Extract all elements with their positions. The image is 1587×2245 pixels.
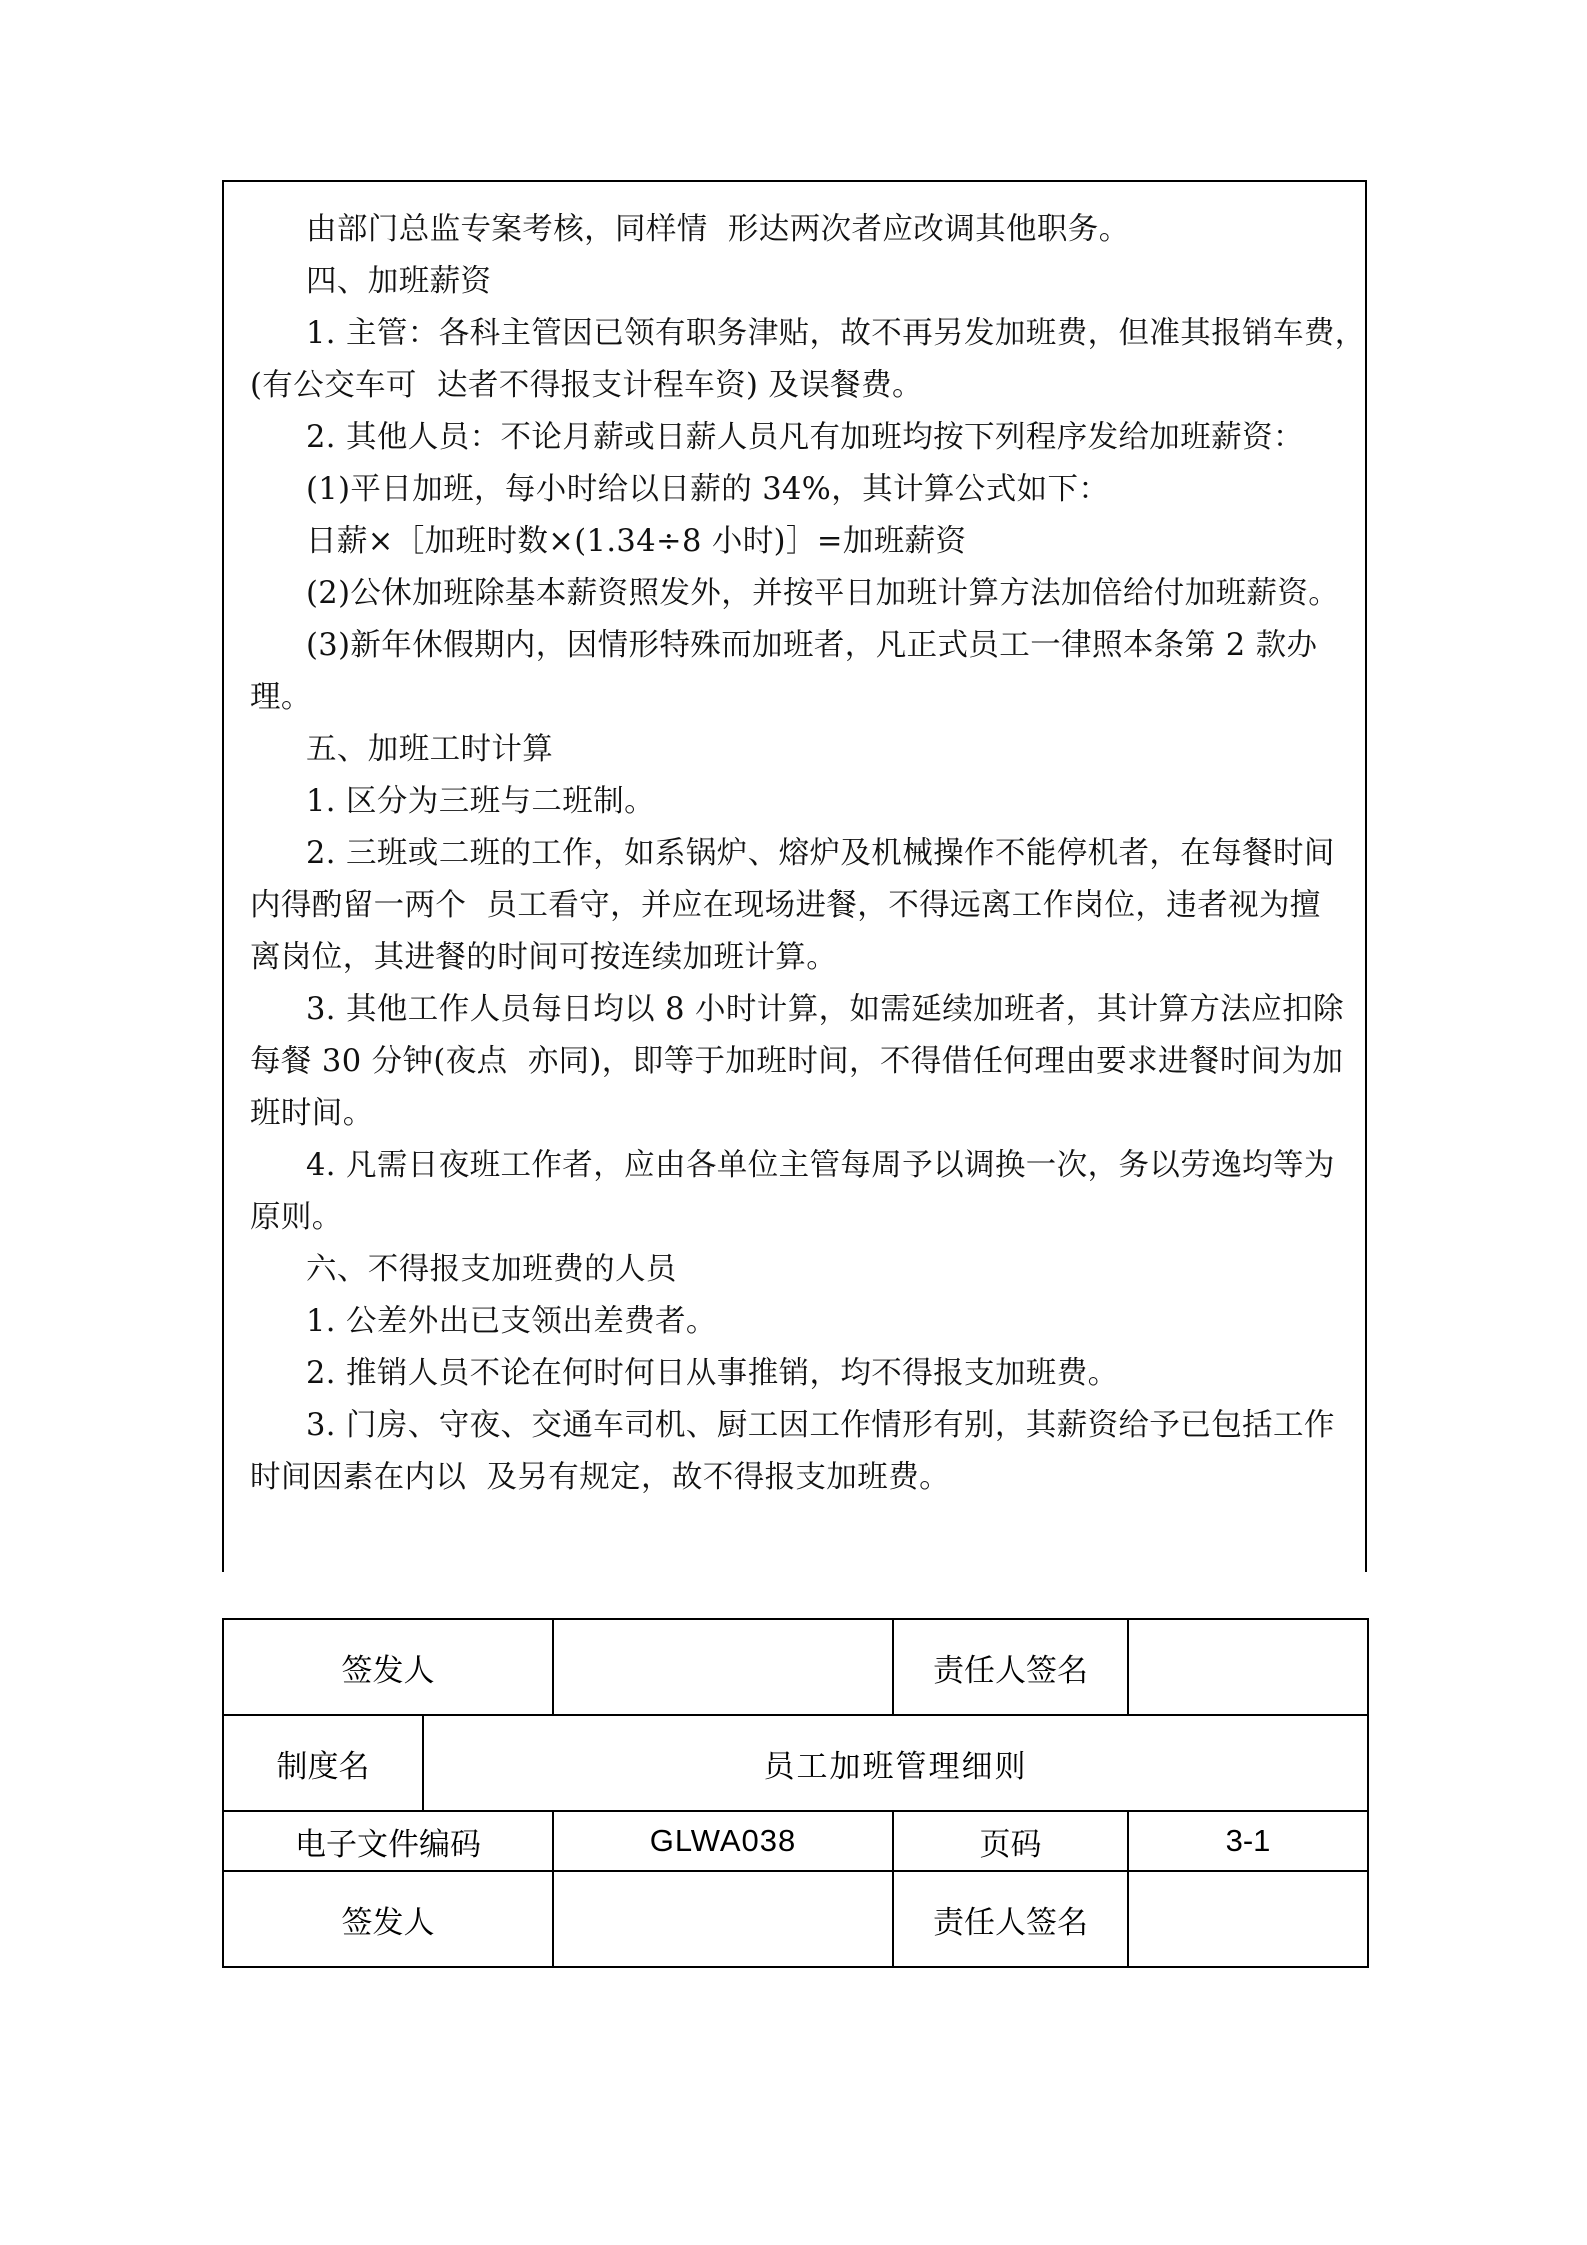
- footer-label-system-name: 制度名: [223, 1715, 423, 1811]
- footer-label-responsible-bottom: 责任人签名: [893, 1871, 1128, 1967]
- body-line: (2)公休加班除基本薪资照发外，并按平日加班计算方法加倍给付加班薪资。: [306, 576, 1340, 611]
- body-line: 2. 其他人员：不论月薪或日薪人员凡有加班均按下列程序发给加班薪资：: [306, 420, 1304, 455]
- document-body-text: [224, 182, 1365, 1572]
- body-line: 离岗位，其进餐的时间可按连续加班计算。: [250, 940, 838, 975]
- body-line: 五、加班工时计算: [306, 732, 554, 767]
- body-line: 3. 门房、守夜、交通车司机、厨工因工作情形有别，其薪资给予已包括工作: [306, 1408, 1335, 1443]
- table-row-system-name: [223, 1715, 1368, 1811]
- footer-label-issuer-top: 签发人: [223, 1619, 553, 1715]
- document-footer-table: [222, 1618, 1369, 1968]
- table-row-code: [223, 1811, 1368, 1871]
- footer-value-page-number: 3-1: [1128, 1811, 1368, 1871]
- body-line: (有公交车可 达者不得报支计程车资) 及误餐费。: [250, 368, 923, 403]
- body-line: 1. 公差外出已支领出差费者。: [306, 1304, 717, 1339]
- footer-label-responsible-top: 责任人签名: [893, 1619, 1128, 1715]
- body-line: 时间因素在内以 及另有规定，故不得报支加班费。: [250, 1460, 950, 1495]
- footer-value-responsible-top[interactable]: [1128, 1619, 1368, 1715]
- document-body-frame: [222, 180, 1367, 1572]
- body-line: (1)平日加班，每小时给以日薪的 34%，其计算公式如下：: [306, 472, 1110, 507]
- body-line: 4. 凡需日夜班工作者，应由各单位主管每周予以调换一次，务以劳逸均等为: [306, 1148, 1335, 1183]
- footer-value-issuer-bottom[interactable]: [553, 1871, 893, 1967]
- footer-value-issuer-top[interactable]: [553, 1619, 893, 1715]
- body-line: 2. 三班或二班的工作，如系锅炉、熔炉及机械操作不能停机者，在每餐时间: [306, 836, 1335, 871]
- body-line: 原则。: [250, 1200, 343, 1235]
- footer-label-file-code: 电子文件编码: [223, 1811, 553, 1871]
- body-line: 日薪×［加班时数×(1.34÷8 小时)］=加班薪资: [306, 524, 967, 559]
- body-line: 班时间。: [250, 1096, 374, 1131]
- footer-value-responsible-bottom[interactable]: [1128, 1871, 1368, 1967]
- body-line: 由部门总监专案考核，同样情 形达两次者应改调其他职务。: [306, 212, 1130, 247]
- table-row-issuer-bottom: [223, 1871, 1368, 1967]
- footer-label-page-number: 页码: [893, 1811, 1128, 1871]
- footer-value-system-name: 员工加班管理细则: [423, 1715, 1368, 1811]
- body-line: (3)新年休假期内，因情形特殊而加班者，凡正式员工一律照本条第 2 款办: [306, 628, 1318, 663]
- body-line: 1. 区分为三班与二班制。: [306, 784, 655, 819]
- body-line: 内得酌留一两个 员工看守，并应在现场进餐，不得远离工作岗位，违者视为擅: [250, 888, 1321, 923]
- table-row-issuer-top: [223, 1619, 1368, 1715]
- body-line: 四、加班薪资: [306, 264, 492, 299]
- footer-value-file-code: GLWA038: [553, 1811, 893, 1871]
- body-line: 3. 其他工作人员每日均以 8 小时计算，如需延续加班者，其计算方法应扣除: [306, 992, 1344, 1027]
- body-line: 六、不得报支加班费的人员: [306, 1252, 677, 1287]
- footer-label-issuer-bottom: 签发人: [223, 1871, 553, 1967]
- body-line: 1. 主管：各科主管因已领有职务津贴，故不再另发加班费，但准其报销车费，: [306, 316, 1366, 351]
- body-line: 理。: [250, 680, 312, 715]
- body-line: 每餐 30 分钟(夜点 亦同)，即等于加班时间，不得借任何理由要求进餐时间为加: [250, 1044, 1344, 1079]
- body-line: 2. 推销人员不论在何时何日从事推销，均不得报支加班费。: [306, 1356, 1119, 1391]
